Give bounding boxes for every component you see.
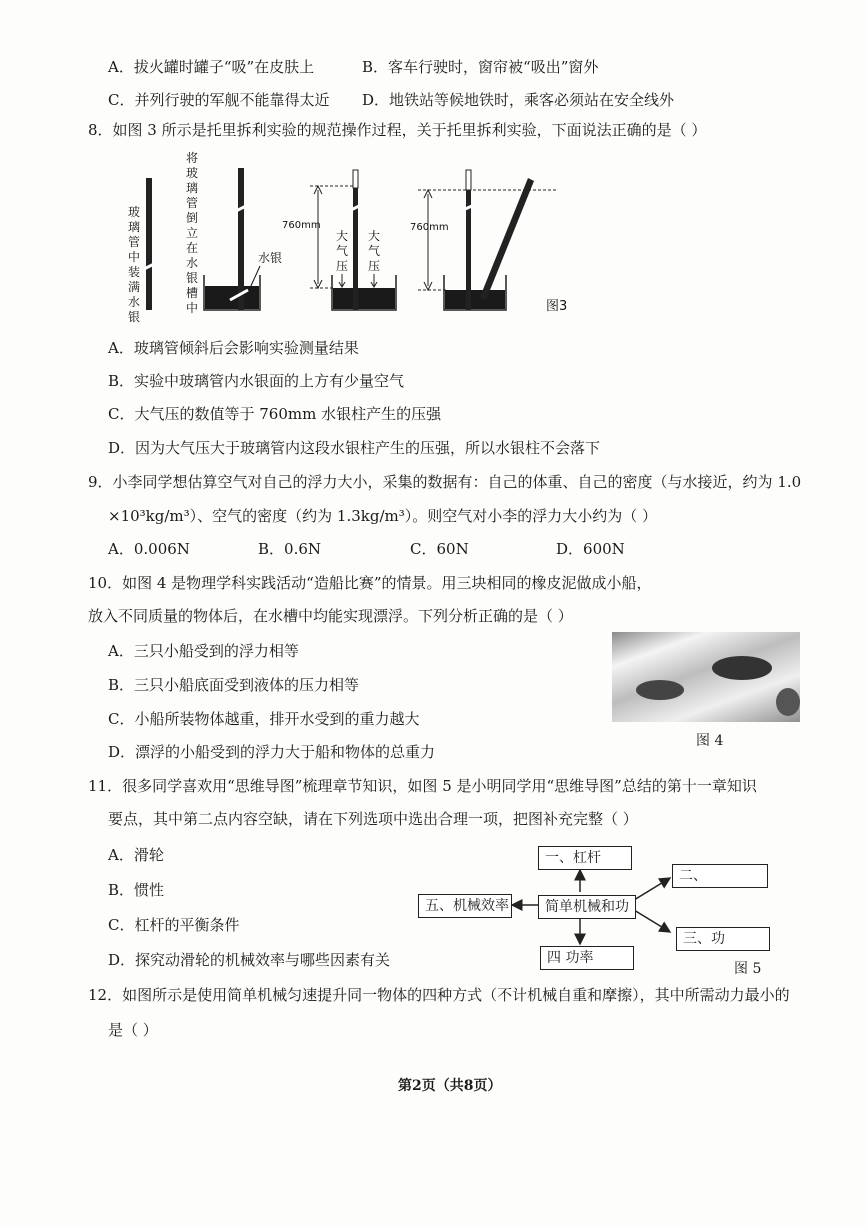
svg-text:璃: 璃 xyxy=(186,181,199,195)
svg-text:水: 水 xyxy=(186,256,199,270)
svg-text:装: 装 xyxy=(128,265,141,279)
q11-option-d: D．探究动滑轮的机械效率与哪些因素有关 xyxy=(108,951,391,969)
q11-stem-line2: 要点，其中第二点内容空缺，请在下列选项中选出合理一项，把图补充完整（ ） xyxy=(108,810,638,828)
svg-text:银: 银 xyxy=(128,310,141,324)
svg-text:银: 银 xyxy=(186,271,199,285)
mindmap-node-2: 二、 xyxy=(672,864,768,888)
q12-stem-line2: 是（ ） xyxy=(108,1021,158,1039)
svg-text:立: 立 xyxy=(186,226,199,240)
figure-3-torricelli xyxy=(110,150,590,330)
q7-option-d: D．地铁站等候地铁时，乘客必须站在安全线外 xyxy=(362,91,675,109)
q10-stem-line1: 10．如图 4 是物理学科实践活动“造船比赛”的情景。用三块相同的橡皮泥做成小船， xyxy=(88,574,652,592)
label-atm-left xyxy=(336,228,348,273)
q8-option-b: B．实验中玻璃管内水银面的上方有少量空气 xyxy=(108,372,405,390)
q8-option-c: C．大气压的数值等于 760mm 水银柱产生的压强 xyxy=(108,405,442,423)
svg-text:将: 将 xyxy=(186,151,199,165)
svg-text:倒: 倒 xyxy=(186,211,199,225)
svg-text:槽: 槽 xyxy=(186,286,199,300)
q10-option-b: B．三只小船底面受到液体的压力相等 xyxy=(108,676,360,694)
svg-text:水: 水 xyxy=(128,295,141,309)
tube-inverted xyxy=(238,168,244,310)
q7-option-b: B．客车行驶时，窗帘被“吸出”窗外 xyxy=(362,58,599,76)
svg-text:压: 压 xyxy=(368,259,381,273)
q10-option-a: A．三只小船受到的浮力相等 xyxy=(108,642,299,660)
svg-text:玻: 玻 xyxy=(186,166,199,180)
q11-stem-line1: 11．很多同学喜欢用“思维导图”梳理章节知识，如图 5 是小明同学用“思维导图”总结的第十一章知识 xyxy=(88,777,757,795)
q9-option-c: C．60N xyxy=(410,540,469,558)
svg-text:在: 在 xyxy=(186,241,199,255)
q9-stem-line2: ×10³kg/m³）、空气的密度（约为 1.3kg/m³）。则空气对小李的浮力大小约为（ ） xyxy=(108,507,658,525)
svg-text:管: 管 xyxy=(128,235,141,249)
tube-full-mercury xyxy=(146,178,152,310)
mindmap-node-1: 一、杠杆 xyxy=(538,846,632,870)
q9-option-b: B．0.6N xyxy=(258,540,322,558)
svg-text:大: 大 xyxy=(368,229,381,243)
page-footer: 第2页（共8页） xyxy=(398,1078,502,1094)
svg-text:压: 压 xyxy=(336,259,349,273)
q11-option-a: A．滑轮 xyxy=(108,846,164,864)
svg-text:大: 大 xyxy=(336,229,349,243)
q9-stem-line1: 9．小李同学想估算空气对自己的浮力大小，采集的数据有：自己的体重、自己的密度（与水接近，约为 1.0 xyxy=(88,473,802,491)
mindmap-node-3: 三、功 xyxy=(676,927,770,951)
svg-text:璃: 璃 xyxy=(128,220,141,234)
svg-text:满: 满 xyxy=(128,280,141,294)
q9-option-a: A．0.006N xyxy=(108,540,190,558)
q10-option-c: C．小船所装物体越重，排开水受到的重力越大 xyxy=(108,710,420,728)
label-tube-filled xyxy=(128,204,140,324)
q11-option-c: C．杠杆的平衡条件 xyxy=(108,916,240,934)
svg-text:中: 中 xyxy=(186,301,199,315)
q10-stem-line2: 放入不同质量的物体后，在水槽中均能实现漂浮。下列分析正确的是（ ） xyxy=(88,607,573,625)
svg-text:气: 气 xyxy=(368,244,381,258)
label-760-a: 760mm xyxy=(282,220,321,231)
mindmap-node-4: 四 功率 xyxy=(540,946,634,970)
q8-option-d: D．因为大气压大于玻璃管内这段水银柱产生的压强，所以水银柱不会落下 xyxy=(108,439,601,457)
q9-option-d: D．600N xyxy=(556,540,625,558)
figure-4-caption: 图 4 xyxy=(696,733,724,749)
q8-stem: 8．如图 3 所示是托里拆利实验的规范操作过程，关于托里拆利实验，下面说法正确的是（ ） xyxy=(88,121,707,139)
svg-text:管: 管 xyxy=(186,196,199,210)
figure-3-caption: 图3 xyxy=(546,299,568,314)
q7-option-a: A．拔火罐时罐子“吸”在皮肤上 xyxy=(108,58,315,76)
mindmap-center: 简单机械和功 xyxy=(538,895,636,919)
q10-option-d: D．漂浮的小船受到的浮力大于船和物体的总重力 xyxy=(108,743,436,761)
svg-text:玻: 玻 xyxy=(128,205,141,219)
figure-4-photo xyxy=(612,632,800,722)
q11-option-b: B．惯性 xyxy=(108,881,165,899)
label-invert-tube xyxy=(186,150,198,315)
figure-5-caption: 图 5 xyxy=(734,961,762,977)
label-atm-right xyxy=(368,228,380,273)
q7-option-c: C．并列行驶的军舰不能靠得太近 xyxy=(108,91,330,109)
svg-text:中: 中 xyxy=(128,250,141,264)
q12-stem-line1: 12．如图所示是使用简单机械匀速提升同一物体的四种方式（不计机械自重和摩擦），其中所需动力最小的 xyxy=(88,986,790,1004)
q8-option-a: A．玻璃管倾斜后会影响实验测量结果 xyxy=(108,339,359,357)
mindmap-node-5: 五、机械效率 xyxy=(418,894,512,918)
label-760-b: 760mm xyxy=(410,222,449,233)
svg-text:气: 气 xyxy=(336,244,349,258)
label-mercury: 水银 xyxy=(258,251,283,265)
